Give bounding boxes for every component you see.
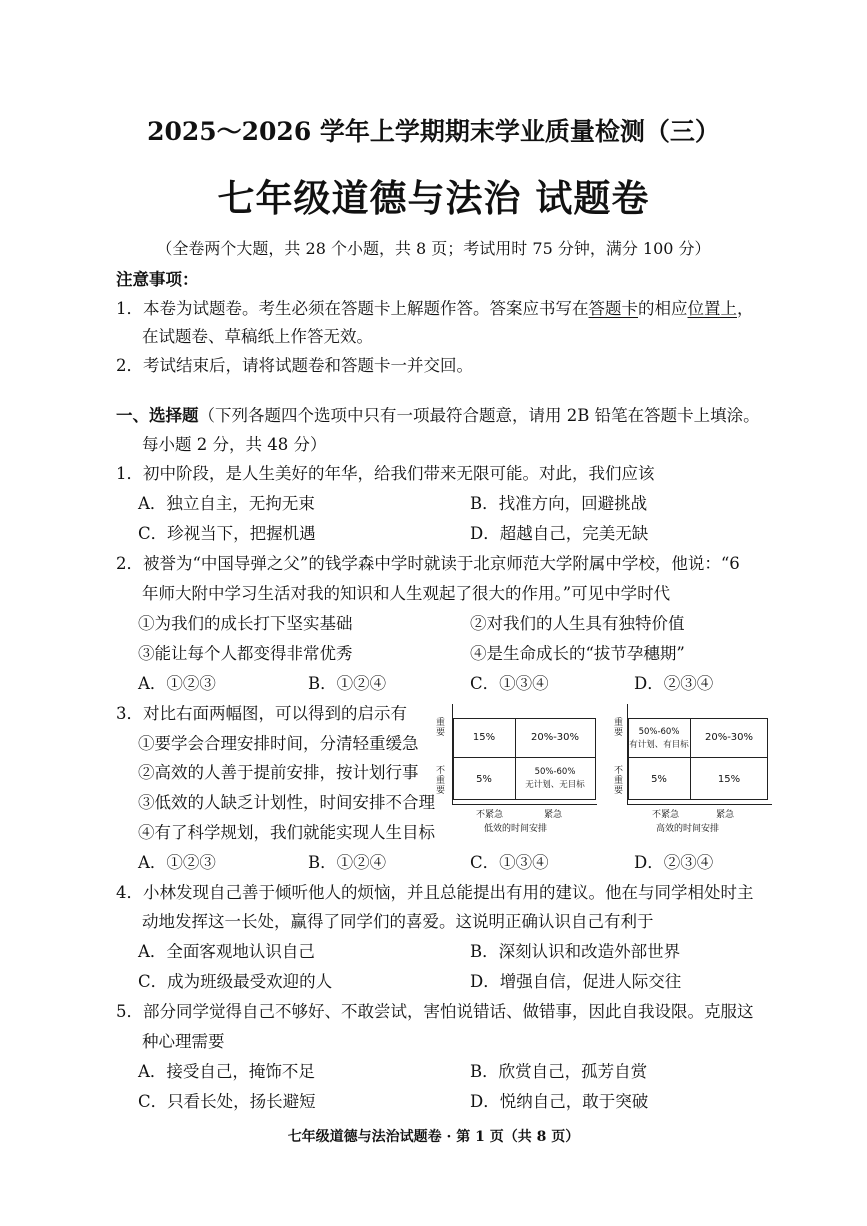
- left-cell-important-urgent: 20%-30%: [530, 732, 580, 743]
- left-y-bottom-label: 不重要: [436, 766, 446, 796]
- subject-title: 七年级道德与法治 试题卷: [217, 176, 650, 220]
- left-figure-caption: 低效的时间安排: [484, 824, 548, 834]
- left-cell-important-not-urgent: 15%: [472, 732, 496, 743]
- q1-option-d: D．超越自己，完美无缺: [470, 524, 649, 543]
- q3-statement-2: ②高效的人善于提前安排，按计划行事: [138, 763, 419, 782]
- left-x-left-label: 不紧急: [476, 810, 504, 820]
- right-cell-unimportant-not-urgent: 5%: [651, 774, 667, 785]
- notice-item-1-line2: 在试题卷、草稿纸上作答无效。: [142, 327, 373, 346]
- q1-option-b: B．找准方向，回避挑战: [470, 494, 648, 513]
- q5-option-d: D．悦纳自己，敢于突破: [470, 1092, 649, 1111]
- q3-stem: 3．对比右面两幅图，可以得到的启示有: [116, 704, 407, 723]
- section-heading: [116, 402, 760, 426]
- figure-high-efficiency: [614, 700, 774, 835]
- right-cell-important-urgent: 20%-30%: [704, 732, 754, 743]
- right-matrix-vdivider: [690, 718, 691, 800]
- q5-stem-line2: 种心理需要: [142, 1032, 225, 1051]
- right-x-axis: [627, 804, 772, 805]
- notice-item-1-pre: 1．本卷为试题卷。考生必须在答题卡上解题作答。答案应书写在: [116, 299, 589, 318]
- q2-statement-4: ④是生命成长的“拔节孕穗期”: [470, 644, 685, 663]
- left-cell-unimportant-not-urgent: 5%: [476, 774, 492, 785]
- right-y-bottom-label: 不重要: [614, 766, 624, 796]
- q4-option-b: B．深刻认识和改造外部世界: [470, 942, 681, 961]
- section-instructions: （下列各题四个选项中只有一项最符合题意，请用 2B 铅笔在答题卡上填涂。: [198, 406, 760, 425]
- right-cell-important-not-urgent-note: 有计划、有目标: [629, 740, 689, 750]
- right-cell-unimportant-urgent: 15%: [717, 774, 741, 785]
- notice-heading: 注意事项：: [116, 270, 199, 289]
- q1-option-a: A．独立自主，无拘无束: [138, 494, 315, 513]
- section-score-note: 每小题 2 分，共 48 分）: [142, 435, 327, 454]
- q3-statement-4: ④有了科学规划，我们就能实现人生目标: [138, 823, 435, 842]
- notice-item-1-end: ，: [737, 299, 754, 318]
- q1-stem: 1．初中阶段，是人生美好的年华，给我们带来无限可能。对此，我们应该: [116, 464, 655, 483]
- left-cell-unimportant-urgent-value: 50%-60%: [534, 767, 576, 777]
- right-matrix-hdivider: [628, 757, 767, 758]
- exam-title: 2025～2026 学年上学期期末学业质量检测（三）: [147, 117, 720, 146]
- q2-option-b: B．①②④: [308, 674, 387, 693]
- notice-item-1-card: 答题卡: [588, 299, 638, 318]
- q3-option-b: B．①②④: [308, 853, 387, 872]
- q2-stem-line1: 2．被誉为“中国导弹之父”的钱学森中学时就读于北京师范大学附属中学校，他说：“6: [116, 554, 740, 573]
- q4-option-d: D．增强自信，促进人际交往: [470, 972, 682, 991]
- q2-option-c: C．①③④: [470, 674, 549, 693]
- left-cell-unimportant-urgent-note: 无计划、无目标: [525, 780, 585, 790]
- right-figure-caption: 高效的时间安排: [656, 824, 720, 834]
- notice-item-1: [116, 295, 754, 319]
- q3-statement-3: ③低效的人缺乏计划性，时间安排不合理: [138, 793, 435, 812]
- left-y-top-label: 重要: [436, 718, 446, 738]
- q2-option-a: A．①②③: [138, 674, 216, 693]
- q4-stem-line1: 4．小林发现自己善于倾听他人的烦恼，并且总能提出有用的建议。他在与同学相处时主: [116, 883, 754, 902]
- notice-item-1-mid: 的相应: [638, 299, 688, 318]
- q3-option-c: C．①③④: [470, 853, 549, 872]
- q2-stem-line2: 年师大附中学习生活对我的知识和人生观起了很大的作用。”可见中学时代: [142, 584, 671, 603]
- figure-low-efficiency: [436, 700, 606, 835]
- q3-statement-1: ①要学会合理安排时间，分清轻重缓急: [138, 734, 419, 753]
- page-footer: 七年级道德与法治试题卷 · 第 1 页（共 8 页）: [287, 1129, 580, 1145]
- q1-option-c: C．珍视当下，把握机遇: [138, 524, 316, 543]
- q3-option-a: A．①②③: [138, 853, 216, 872]
- notice-item-1-position: 位置上: [687, 299, 737, 318]
- q4-stem-line2: 动地发挥这一长处，赢得了同学们的喜爱。这说明正确认识自己有利于: [142, 912, 654, 931]
- right-x-right-label: 紧急: [716, 810, 735, 820]
- q4-option-c: C．成为班级最受欢迎的人: [138, 972, 333, 991]
- q5-stem-line1: 5．部分同学觉得自己不够好、不敢尝试，害怕说错话、做错事，因此自我设限。克服这: [116, 1002, 754, 1021]
- left-x-axis: [452, 804, 597, 805]
- left-matrix-hdivider: [453, 757, 595, 758]
- section-title: 一、选择题: [116, 406, 199, 425]
- q5-option-c: C．只看长处，扬长避短: [138, 1092, 316, 1111]
- q2-option-d: D．②③④: [634, 674, 714, 693]
- right-y-top-label: 重要: [614, 718, 624, 738]
- q5-option-b: B．欣赏自己，孤芳自赏: [470, 1062, 648, 1081]
- right-x-left-label: 不紧急: [652, 810, 680, 820]
- right-cell-important-not-urgent-value: 50%-60%: [638, 727, 680, 737]
- q2-statement-1: ①为我们的成长打下坚实基础: [138, 614, 353, 633]
- q3-option-d: D．②③④: [634, 853, 714, 872]
- notice-item-2: 2．考试结束后，请将试题卷和答题卡一并交回。: [116, 356, 473, 375]
- q4-option-a: A．全面客观地认识自己: [138, 942, 315, 961]
- q2-statement-2: ②对我们的人生具有独特价值: [470, 614, 685, 633]
- left-x-right-label: 紧急: [544, 810, 563, 820]
- q2-statement-3: ③能让每个人都变得非常优秀: [138, 644, 353, 663]
- exam-info: （全卷两个大题，共 28 个小题，共 8 页；考试用时 75 分钟，满分 100 分）: [156, 239, 711, 258]
- q5-option-a: A．接受自己，掩饰不足: [138, 1062, 315, 1081]
